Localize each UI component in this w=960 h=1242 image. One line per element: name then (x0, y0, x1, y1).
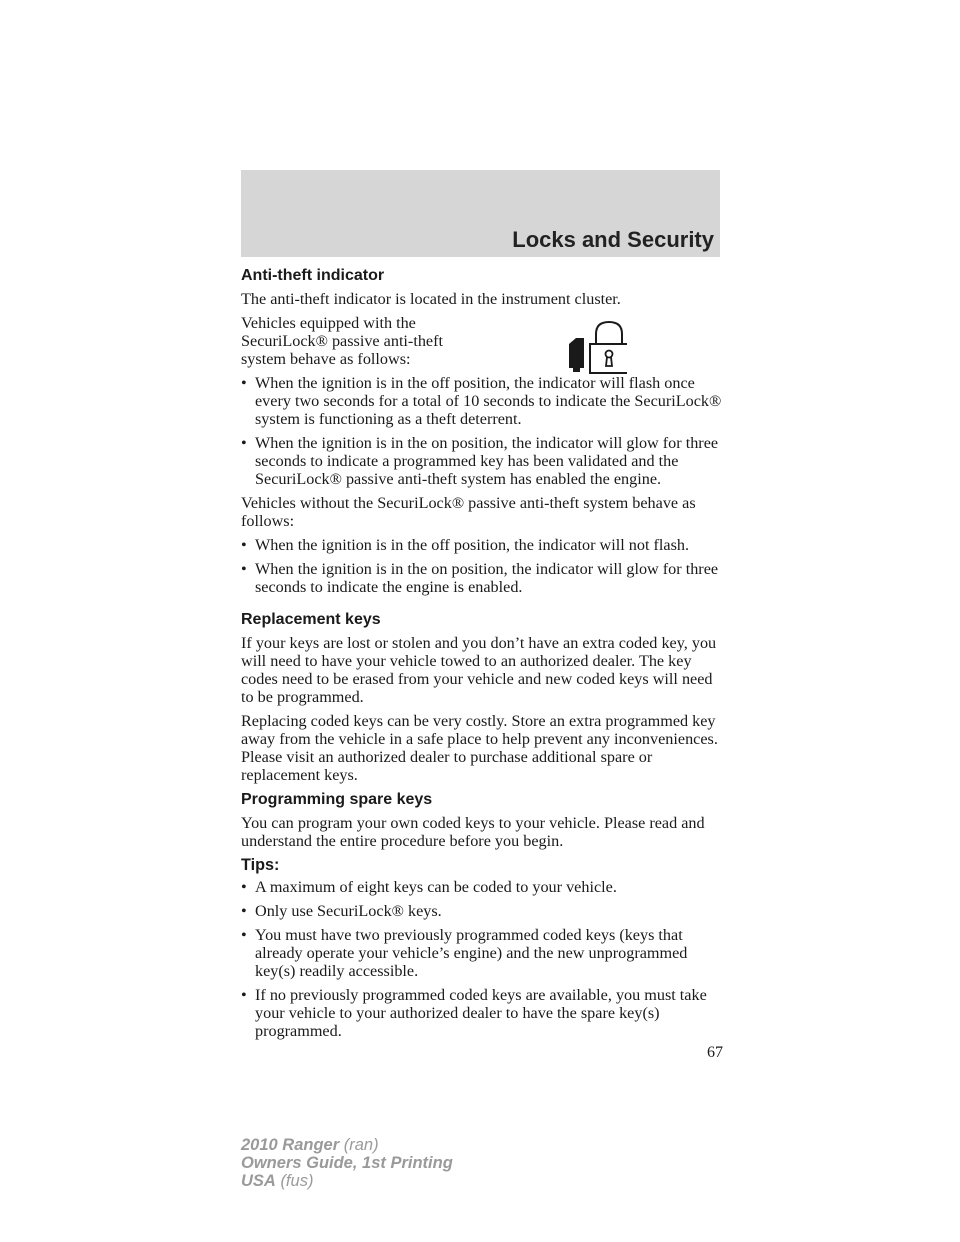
paragraph: Vehicles without the SecuriLock® passive anti-theft system behave as follows: (241, 494, 696, 530)
footer-market-code: (fus) (280, 1172, 314, 1190)
paragraph: The anti-theft indicator is located in the instrument cluster. (241, 290, 621, 308)
page-content (241, 266, 726, 1046)
heading-programming-spare-keys: Programming spare keys (241, 791, 433, 808)
paragraph: Vehicles equipped with the SecuriLock® passive anti-theft system behave as follows: (241, 314, 443, 368)
list-item: • When the ignition is in the on position, the indicator will glow for three seconds to indicate the engine is enabled. (241, 560, 726, 596)
section-header-band (241, 170, 720, 257)
bullet-list (241, 536, 726, 596)
footer-line-1 (241, 1136, 453, 1154)
list-item: • Only use SecuriLock® keys. (241, 902, 726, 920)
tips-list (241, 878, 726, 1040)
bullet-list (241, 374, 726, 488)
footer-model: 2010 Ranger (241, 1136, 340, 1154)
paragraph: If your keys are lost or stolen and you don’t have an extra coded key, you will need to have your vehicle towed to an authorized dealer. The key codes need to be erased from your vehicle and new coded keys will need to be programmed. (241, 634, 717, 706)
list-item: • When the ignition is in the on position, the indicator will glow for three seconds to indicate a programmed key has been validated and the SecuriLock® passive anti-theft system has enabled the engine. (241, 434, 726, 488)
list-item: • You must have two previously programmed coded keys (keys that already operate your vehicle’s engine) and the new unprogrammed key(s) readily accessible. (241, 926, 726, 980)
footer-line-3 (241, 1172, 453, 1190)
list-item: • When the ignition is in the off position, the indicator will flash once every two seconds for a total of 10 seconds to indicate the SecuriLock® system is functioning as a theft deterrent. (241, 374, 726, 428)
footer-printing: Owners Guide, 1st Printing (241, 1154, 453, 1172)
paragraph: Replacing coded keys can be very costly. Store an extra programmed key away from the vehicle in a safe place to help prevent any inconveniences. Please visit an authorized dealer to purchase additional spare or replacement keys. (241, 712, 718, 784)
section-title: Locks and Security (512, 227, 714, 252)
footer-line-2 (241, 1154, 453, 1172)
footer-market: USA (241, 1172, 276, 1190)
footer (241, 1136, 453, 1190)
heading-replacement-keys: Replacement keys (241, 611, 381, 628)
footer-model-code: (ran) (343, 1136, 379, 1154)
list-item: • When the ignition is in the off position, the indicator will not flash. (241, 536, 726, 554)
paragraph: You can program your own coded keys to your vehicle. Please read and understand the entire procedure before you begin. (241, 814, 705, 850)
page-number: 67 (707, 1044, 723, 1061)
list-item: • If no previously programmed coded keys are available, you must take your vehicle to your authorized dealer to have the spare key(s) programmed. (241, 986, 726, 1040)
tips-label: Tips: (241, 856, 280, 874)
list-item: • A maximum of eight keys can be coded to your vehicle. (241, 878, 726, 896)
heading-anti-theft-indicator: Anti-theft indicator (241, 267, 385, 284)
